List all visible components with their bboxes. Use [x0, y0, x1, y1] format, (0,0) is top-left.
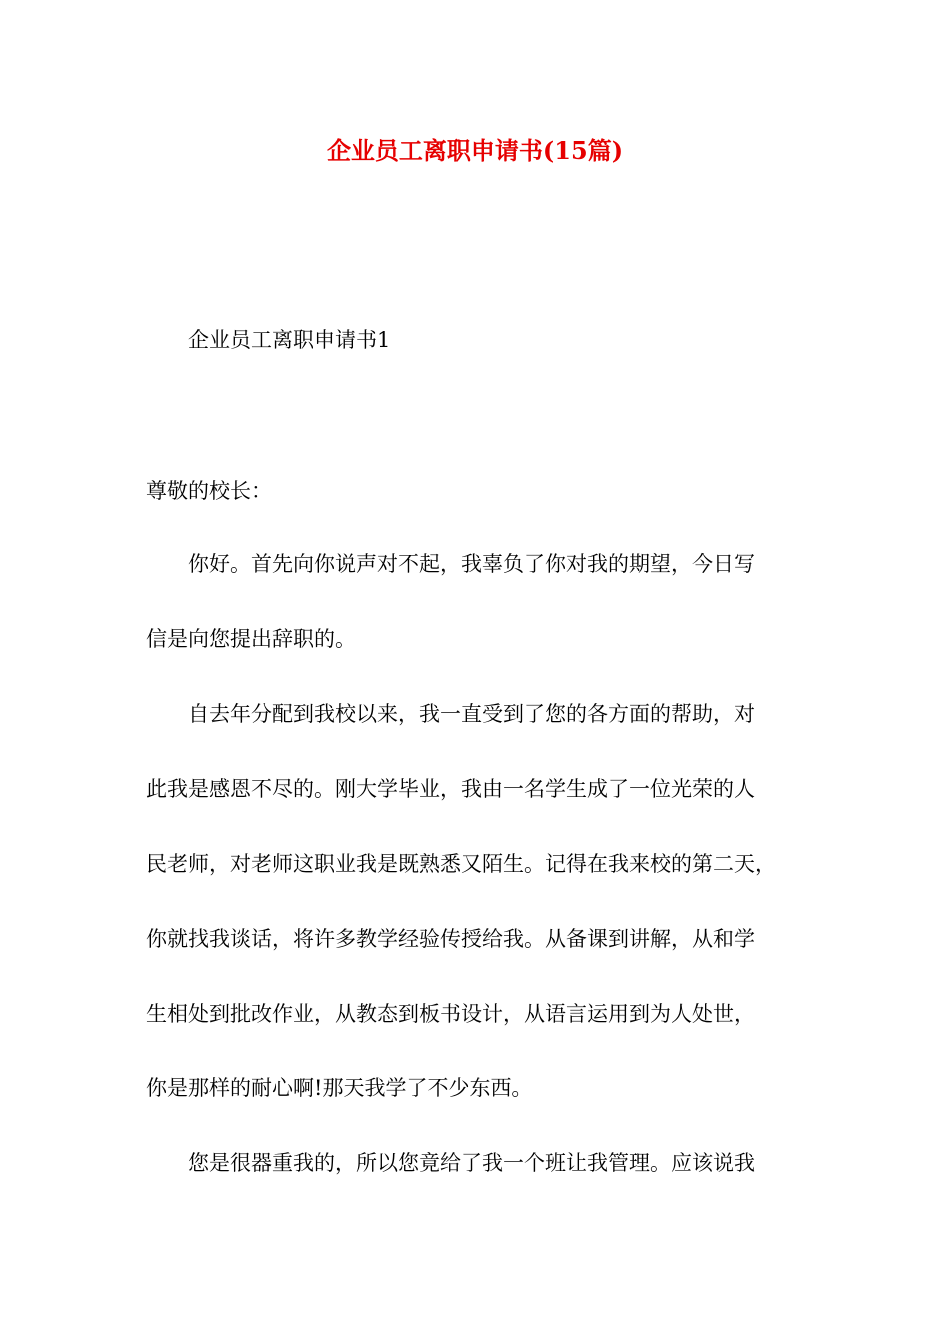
paragraph-line: 你是那样的耐心啊!那天我学了不少东西。	[146, 1076, 533, 1100]
paragraph-line: 此我是感恩不尽的。刚大学毕业，我由一名学生成了一位光荣的人	[146, 777, 755, 801]
paragraph-line: 你就找我谈话，将许多教学经验传授给我。从备课到讲解，从和学	[146, 927, 755, 951]
section-heading: 企业员工离职申请书1	[188, 328, 391, 352]
salutation: 尊敬的校长：	[146, 479, 272, 503]
paragraph-line: 您是很器重我的，所以您竟给了我一个班让我管理。应该说我	[188, 1151, 755, 1175]
paragraph-line: 信是向您提出辞职的。	[146, 627, 356, 651]
paragraph-line: 生相处到批改作业，从教态到板书设计，从语言运用到为人处世，	[146, 1002, 755, 1026]
paragraph-line: 民老师，对老师这职业我是既熟悉又陌生。记得在我来校的第二天，	[146, 852, 776, 876]
paragraph-line: 自去年分配到我校以来，我一直受到了您的各方面的帮助，对	[188, 702, 755, 726]
document-title: 企业员工离职申请书(15篇)	[326, 136, 624, 165]
paragraph-line: 你好。首先向你说声对不起，我辜负了你对我的期望，今日写	[188, 552, 755, 576]
